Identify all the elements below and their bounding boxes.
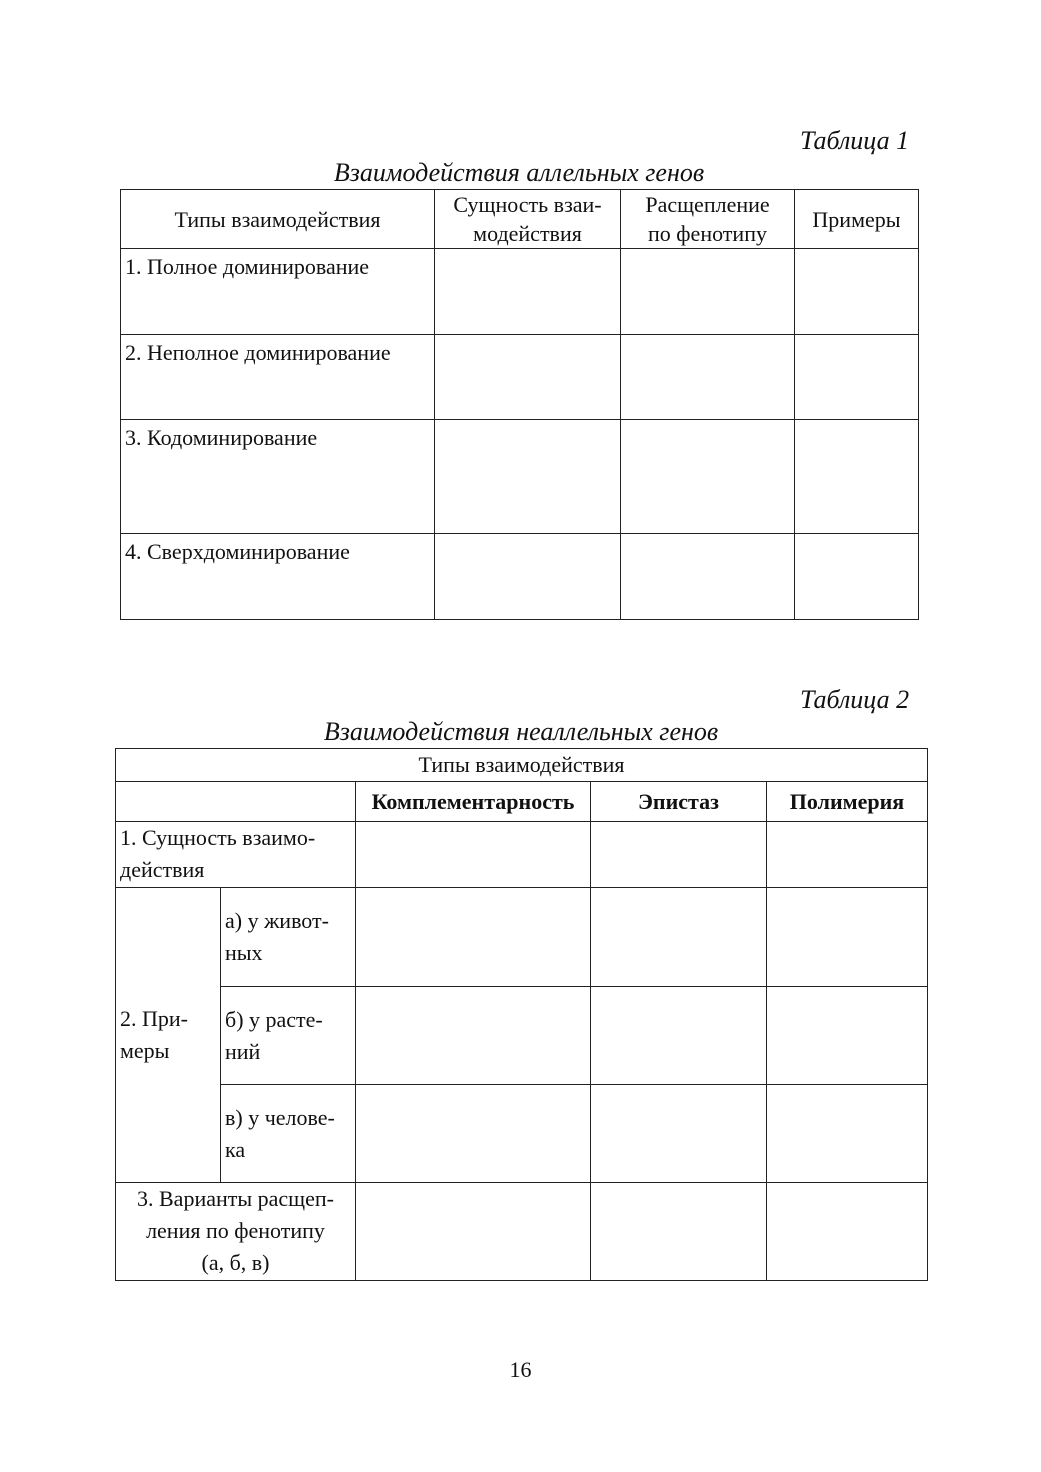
- empty-cell: [621, 249, 795, 335]
- table-row: [121, 420, 919, 534]
- empty-cell: [767, 987, 928, 1085]
- empty-cell: [795, 249, 919, 335]
- row-label-line2: меры: [120, 1038, 170, 1063]
- empty-cell: [356, 888, 591, 987]
- row-label-line2: действия: [120, 857, 205, 882]
- row-label-essence: [116, 822, 356, 888]
- empty-cell: [795, 420, 919, 534]
- empty-cell: [435, 534, 621, 620]
- row-label-split-variants: [116, 1183, 356, 1281]
- header-types: Типы взаимодействия: [121, 190, 435, 249]
- header-epistasis: Эпистаз: [591, 782, 767, 822]
- table-row: [116, 888, 928, 987]
- empty-cell: [356, 1085, 591, 1183]
- table-row: [116, 1183, 928, 1281]
- table-row: [121, 249, 919, 335]
- header-split-line2: по фенотипу: [648, 221, 767, 246]
- empty-cell: [767, 1085, 928, 1183]
- sub-label-animals: [221, 888, 356, 987]
- table-header-row: [116, 782, 928, 822]
- empty-cell: [767, 822, 928, 888]
- table-nonallelic-interactions: [115, 748, 928, 1281]
- empty-cell: [356, 1183, 591, 1281]
- empty-cell: [356, 987, 591, 1085]
- empty-cell: [435, 420, 621, 534]
- table2-title: Взаимодействия неаллельных генов: [323, 717, 719, 746]
- empty-cell: [116, 782, 356, 822]
- empty-cell: [591, 1183, 767, 1281]
- empty-cell: [795, 335, 919, 420]
- header-polymery: Полимерия: [767, 782, 928, 822]
- table-row: [121, 335, 919, 420]
- row-label-line1: 2. При-: [120, 1006, 188, 1031]
- row-label-examples: [116, 888, 221, 1183]
- table-allelic-interactions: [120, 189, 919, 620]
- empty-cell: [621, 534, 795, 620]
- row-label-line1: 3. Варианты расщеп-: [137, 1186, 334, 1211]
- sub-label-line1: б) у расте-: [225, 1006, 323, 1032]
- row-label: 2. Неполное доминирование: [121, 335, 435, 420]
- empty-cell: [591, 1085, 767, 1183]
- sub-label-line2: ных: [225, 940, 263, 965]
- row-label-line3: (а, б, в): [201, 1250, 270, 1275]
- row-label: 3. Кодоминирование: [121, 420, 435, 534]
- page-number: 16: [509, 1357, 532, 1382]
- super-header: Типы взаимодействия: [116, 749, 928, 782]
- empty-cell: [591, 822, 767, 888]
- sub-label-line1: а) у живот-: [225, 908, 329, 933]
- row-label: 4. Сверхдоминирование: [121, 534, 435, 620]
- row-label: 1. Полное доминирование: [121, 249, 435, 335]
- header-split: [621, 190, 795, 249]
- empty-cell: [767, 1183, 928, 1281]
- table-super-header-row: [116, 749, 928, 782]
- sub-label-line2: ний: [225, 1038, 261, 1064]
- table-row: [121, 534, 919, 620]
- table-row: [116, 822, 928, 888]
- sub-label-plants: [221, 987, 356, 1085]
- empty-cell: [591, 987, 767, 1085]
- table-row: [116, 1085, 928, 1183]
- header-essence: [435, 190, 621, 249]
- header-essence-line1: Сущность взаи-: [453, 192, 602, 217]
- header-examples: Примеры: [795, 190, 919, 249]
- sub-label-humans: [221, 1085, 356, 1183]
- header-essence-line2: модействия: [473, 221, 582, 246]
- empty-cell: [795, 534, 919, 620]
- row-label-line2: ления по фенотипу: [146, 1218, 325, 1243]
- empty-cell: [621, 335, 795, 420]
- table-row: [116, 987, 928, 1085]
- empty-cell: [767, 888, 928, 987]
- header-complementarity: Комплементарность: [356, 782, 591, 822]
- table2-number: Таблица 2: [800, 685, 910, 714]
- empty-cell: [621, 420, 795, 534]
- row-label-line1: 1. Сущность взаимо-: [120, 825, 316, 850]
- sub-label-line2: ка: [225, 1136, 246, 1162]
- empty-cell: [591, 888, 767, 987]
- table-header-row: [121, 190, 919, 249]
- table1-title: Взаимодействия аллельных генов: [333, 158, 705, 187]
- sub-label-line1: в) у челове-: [225, 1104, 335, 1130]
- header-split-line1: Расщепление: [645, 192, 770, 217]
- empty-cell: [435, 335, 621, 420]
- empty-cell: [435, 249, 621, 335]
- table1-number: Таблица 1: [800, 126, 910, 155]
- empty-cell: [356, 822, 591, 888]
